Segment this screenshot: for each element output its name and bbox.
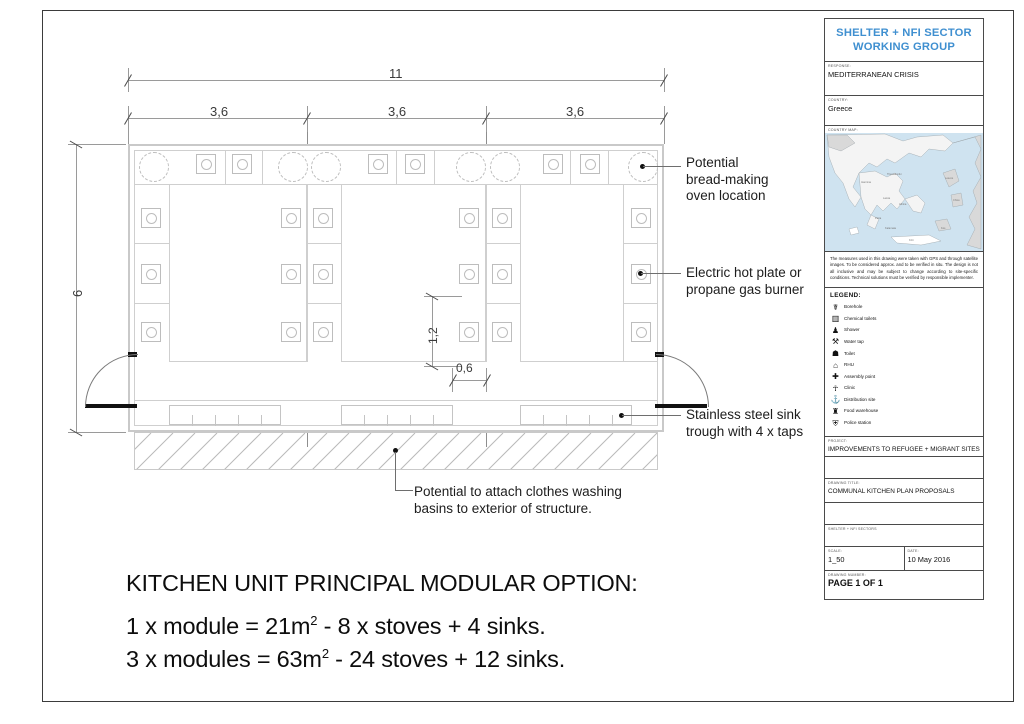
project-value: IMPROVEMENTS TO REFUGEE + MIGRANT SITES [828,446,980,454]
plan-title-line-3-b: - 24 stoves + 12 sinks. [328,645,566,672]
plan-title-line-2-a: 1 x module = 21m [126,612,311,639]
scale-cell [825,547,905,570]
assembly-point-icon: ✚ [832,372,839,382]
organisation-name-line2: WORKING GROUP [852,40,956,53]
plan-title-line-2-sup: 2 [310,613,318,628]
stove-symbol [141,264,161,284]
bread-oven-location [490,152,520,182]
disclaimer-row [825,252,983,288]
title-block [824,18,984,600]
scale-label: SCALE: [828,549,842,554]
top-counter-divider [608,150,609,184]
callout-stove-line1: Electric hot plate or [686,265,802,280]
svg-text:Kalamata: Kalamata [885,227,896,230]
legend-label-distribution-site: Distribution site [844,396,876,402]
dim-counter-depth-label: 1,2 [426,327,440,344]
stove-symbol [459,264,479,284]
tap-mark [543,415,544,426]
stove-symbol [368,154,388,174]
legend-label-rhu: RHU [844,362,854,368]
plan-title-line-1: KITCHEN UNIT PRINCIPAL MODULAR OPTION: [126,570,638,596]
drawing-title-label: DRAWING TITLE: [828,481,860,486]
date-label: DATE: [907,549,919,554]
dim-overall-height-line [76,144,77,432]
country-label: COUNTRY: [828,98,849,102]
tap-mark [364,415,365,426]
rhu-icon: ⌂ [833,360,838,370]
drawing-title-value: COMMUNAL KITCHEN PLAN PROPOSALS [828,488,955,496]
response-value: MEDITERRANEAN CRISIS [828,70,919,79]
callout-washing [414,484,622,517]
legend-label-toilet: Toilet [844,350,855,356]
stove-symbol [141,322,161,342]
legend-label-borehole: Borehole [844,304,863,310]
food-warehouse-icon: ♜ [831,406,840,416]
dim-counter-width-line [452,380,486,381]
svg-text:Ioannina: Ioannina [861,181,871,184]
stove-symbol [459,208,479,228]
plan-title-line-3 [126,638,565,675]
legend-label-food-warehouse: Food warehouse [844,408,879,414]
svg-text:Lesvos: Lesvos [945,177,954,180]
counter-row-line [623,303,658,304]
counter-edge [341,184,342,362]
country-row [825,96,983,126]
clinic-icon: ☥ [832,383,839,393]
svg-text:Chios: Chios [953,199,960,202]
tap-mark [410,415,411,426]
washing-leader-horizontal [395,490,413,491]
bread-oven-location [456,152,486,182]
response-row [825,62,983,96]
counter-row-line [486,303,520,304]
date-cell [905,547,984,570]
legend-label-chemical-toilets: Chemical toilets [844,315,877,321]
callout-sink [686,407,803,440]
stove-leader-line [641,273,681,274]
drawing-number-label: DRAWING NUMBER: [828,573,866,578]
counter-edge [307,184,308,362]
legend-label-assembly-point: Assembly point [844,373,876,379]
shower-icon: ♟ [831,325,840,335]
callout-washing-line2: basins to exterior of structure. [414,500,592,516]
spacer-row-1 [825,457,983,479]
legend-item-rhu [830,361,978,370]
plan-title-line-3-sup: 2 [321,646,329,661]
legend-item-distribution-site [830,395,978,404]
callout-oven-line1: Potential [686,155,739,170]
dim-ext [664,106,665,144]
toilet-icon: ☗ [831,349,840,358]
legend-row [825,288,983,438]
drawing-title-row [825,479,983,503]
title-block-header [825,19,983,62]
disclaimer-text: The measures used in this drawing were taken with GPS and through satellite images. To be considered approx. and to be verified in situ. The design is not all inclusive and may be subject to change according to site-specific conditions. Technical solutions must be verified by responsible implementer. [830,256,978,281]
sink-trough [341,405,453,425]
stove-symbol [405,154,425,174]
sink-trough [169,405,281,425]
stove-symbol [543,154,563,174]
sector-row [825,525,983,547]
legend-title: LEGEND: [830,291,861,299]
stove-symbol [492,264,512,284]
legend-label-police-station: Police station [844,420,872,426]
dim-module-2-label: 3,6 [388,104,407,119]
dim-module-1-label: 3,6 [210,104,229,119]
stove-symbol [631,322,651,342]
counter-row-line [134,243,169,244]
country-map-image [825,133,983,251]
tap-mark [261,415,262,426]
stove-symbol [281,322,301,342]
plan-title-line-2-b: - 8 x stoves + 4 sinks. [317,612,546,639]
top-counter-divider [225,150,226,184]
country-value: Greece [828,104,853,113]
callout-sink-line1: Stainless steel sink [686,407,801,422]
stove-symbol [281,208,301,228]
stove-symbol [492,322,512,342]
drawing-number-row [825,571,983,599]
counter-edge [486,184,487,362]
svg-text:Kriti: Kriti [909,239,914,242]
legend-label-shower: Shower [844,327,860,333]
stove-symbol [313,208,333,228]
stove-symbol [313,264,333,284]
plan-title-line-2 [126,605,546,642]
stove-symbol [313,322,333,342]
spacer-row-2 [825,503,983,525]
date-value: 10 May 2016 [907,555,951,565]
dim-overall-width-label: 11 [389,66,403,81]
legend-item-toilet [830,349,978,358]
counter-row-line [623,243,658,244]
legend-item-assembly-point [830,372,978,381]
svg-text:Kos: Kos [941,227,946,230]
top-counter-divider [434,150,435,184]
counter-row-line [486,243,520,244]
organisation-name-line1: SHELTER + NFI SECTOR [836,27,972,39]
stove-symbol [459,322,479,342]
svg-text:Thessaloniki: Thessaloniki [887,173,902,176]
country-map-label: COUNTRY MAP: [828,128,858,132]
stove-symbol [492,208,512,228]
stove-symbol [580,154,600,174]
svg-text:Lamia: Lamia [883,197,891,200]
callout-stove-line2: propane gas burner [686,281,804,297]
tap-mark [433,415,434,426]
legend [825,288,983,437]
stove-symbol [196,154,216,174]
bread-oven-location [139,152,169,182]
dim-overall-height-label: 6 [70,289,85,297]
counter-edge [520,184,521,362]
svg-text:Athina: Athina [899,203,907,206]
counter-row-line [307,243,341,244]
callout-oven-line3: oven location [686,188,766,203]
distribution-site-icon: ⚓ [830,395,841,405]
dim-counter-width-label: 0,6 [456,361,473,375]
scale-value: 1_50 [828,555,845,565]
legend-label-water-tap: Water tap [844,338,864,344]
counter-row-line [307,303,341,304]
tap-mark [566,415,567,426]
borehole-icon: ☤ [832,302,839,312]
response-label: RESPONSE: [828,64,851,68]
tap-mark [215,415,216,426]
tap-mark [589,415,590,426]
callout-sink-line2: trough with 4 x taps [686,423,804,439]
project-label: PROJECT: [828,439,847,444]
legend-item-food-warehouse [830,407,978,416]
water-tap-icon: ⚒ [831,337,840,347]
sector-label: SHELTER + NFI SECTORS [828,527,877,532]
legend-label-clinic: Clinic [844,385,856,391]
svg-text:Patra: Patra [875,217,882,220]
sink-leader-line [622,415,681,416]
stove-symbol [631,208,651,228]
legend-item-water-tap [830,337,978,346]
callout-stove [686,265,804,298]
scale-date-row [825,547,983,571]
tap-mark [387,415,388,426]
sink-trough [520,405,632,425]
legend-item-borehole [830,303,978,312]
counter-edge [169,184,170,362]
callout-washing-line1: Potential to attach clothes washing [414,484,622,499]
legend-item-shower [830,326,978,335]
police-station-icon: ⛨ [832,418,839,428]
stove-symbol [232,154,252,174]
organisation-name [825,19,983,61]
legend-item-police-station [830,419,978,428]
stove-symbol [281,264,301,284]
legend-item-clinic [830,384,978,393]
top-counter-divider [262,150,263,184]
country-map-row [825,126,983,252]
tap-mark [238,415,239,426]
washing-leader-vertical [395,452,396,490]
callout-oven-line2: bread-making [686,171,769,187]
sink-band-line [134,400,658,401]
tap-mark [192,415,193,426]
bread-oven-location [311,152,341,182]
top-counter-divider [570,150,571,184]
dim-ext [128,106,129,144]
legend-item-chemical-toilets [830,314,978,323]
counter-row-line [134,303,169,304]
chemical-toilets-icon: ▥ [831,314,840,324]
bread-oven-location [278,152,308,182]
top-counter-divider [396,150,397,184]
greece-map-svg [825,133,983,251]
dim-module-3-label: 3,6 [566,104,585,119]
tap-mark [612,415,613,426]
oven-leader-line [643,166,681,167]
callout-oven [686,155,769,205]
stove-symbol [141,208,161,228]
counter-edge [623,184,624,362]
drawing-number-value: PAGE 1 OF 1 [828,578,883,589]
project-row [825,437,983,457]
plan-title-line-3-a: 3 x modules = 63m [126,645,322,672]
